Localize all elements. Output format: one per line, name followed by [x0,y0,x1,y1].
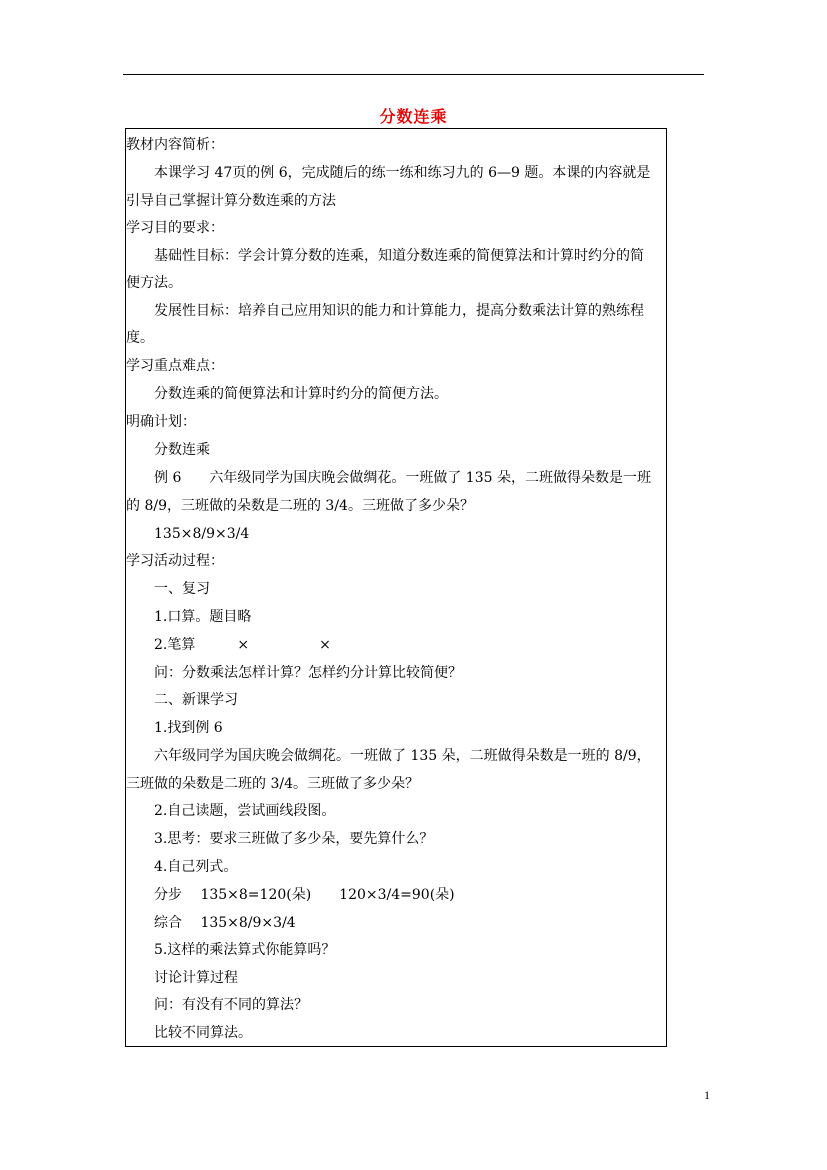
text-line: 分步 135×8=120(朵) 120×3/4=90(朵) [126,887,455,903]
section-heading: 学习活动过程： [126,553,224,569]
text-line: 比较不同算法。 [126,1025,252,1041]
text-line: 三班做的朵数是二班的 3/4。三班做了多少朵？ [126,776,419,792]
text-line: 5.这样的乘法算式你能算吗？ [126,942,336,958]
text-line: 度。 [126,330,154,346]
text-line: 3.思考：要求三班做了多少朵，要先算什么？ [126,831,434,847]
text-line: 例 6 六年级同学为国庆晚会做绸花。一班做了 135 朵，二班做得朵数是一班 [126,470,651,486]
text-line: 分数连乘的简便算法和计算时约分的简便方法。 [126,386,448,402]
text-line: 基础性目标：学会计算分数的连乘，知道分数连乘的简便算法和计算时约分的简 [126,248,644,264]
text-line: 本课学习 47页的例 6，完成随后的练一练和练习九的 6—9 题。本课的内容就是 [126,165,651,181]
text-line: 问：分数乘法怎样计算？怎样约分计算比较简便？ [126,665,462,681]
section-heading: 学习目的要求： [126,220,224,236]
content-box [125,128,667,1047]
text-line: 发展性目标：培养自己应用知识的能力和计算能力，提高分数乘法计算的熟练程 [126,303,644,319]
text-line: 的 8/9，三班做的朵数是二班的 3/4。三班做了多少朵？ [126,498,474,514]
text-line: 135×8/9×3/4 [126,526,250,542]
header-rule [123,74,704,75]
text-line: 引导自己掌握计算分数连乘的方法 [126,193,336,209]
text-line: 2.自己读题，尝试画线段图。 [126,803,336,819]
section-heading: 教材内容简析： [126,137,224,153]
text-line: 4.自己列式。 [126,859,238,875]
text-line: 1.找到例 6 [126,720,223,736]
text-line: 六年级同学为国庆晚会做绸花。一班做了 135 朵，二班做得朵数是一班的 8/9， [126,748,651,764]
text-line: 1.口算。题目略 [126,609,252,625]
text-line: 2.笔算 × × [126,637,331,653]
text-line: 分数连乘 [126,442,210,458]
document-title: 分数连乘 [379,107,448,126]
text-line: 讨论计算过程 [126,970,238,986]
page-number: 1 [704,1088,710,1102]
section-heading: 学习重点难点： [126,358,224,374]
text-line: 问：有没有不同的算法？ [126,997,308,1013]
section-heading: 明确计划： [126,414,196,430]
text-line: 综合 135×8/9×3/4 [126,915,296,931]
text-line: 二、新课学习 [126,692,238,708]
text-line: 便方法。 [126,275,182,291]
text-line: 一、复习 [126,581,210,597]
